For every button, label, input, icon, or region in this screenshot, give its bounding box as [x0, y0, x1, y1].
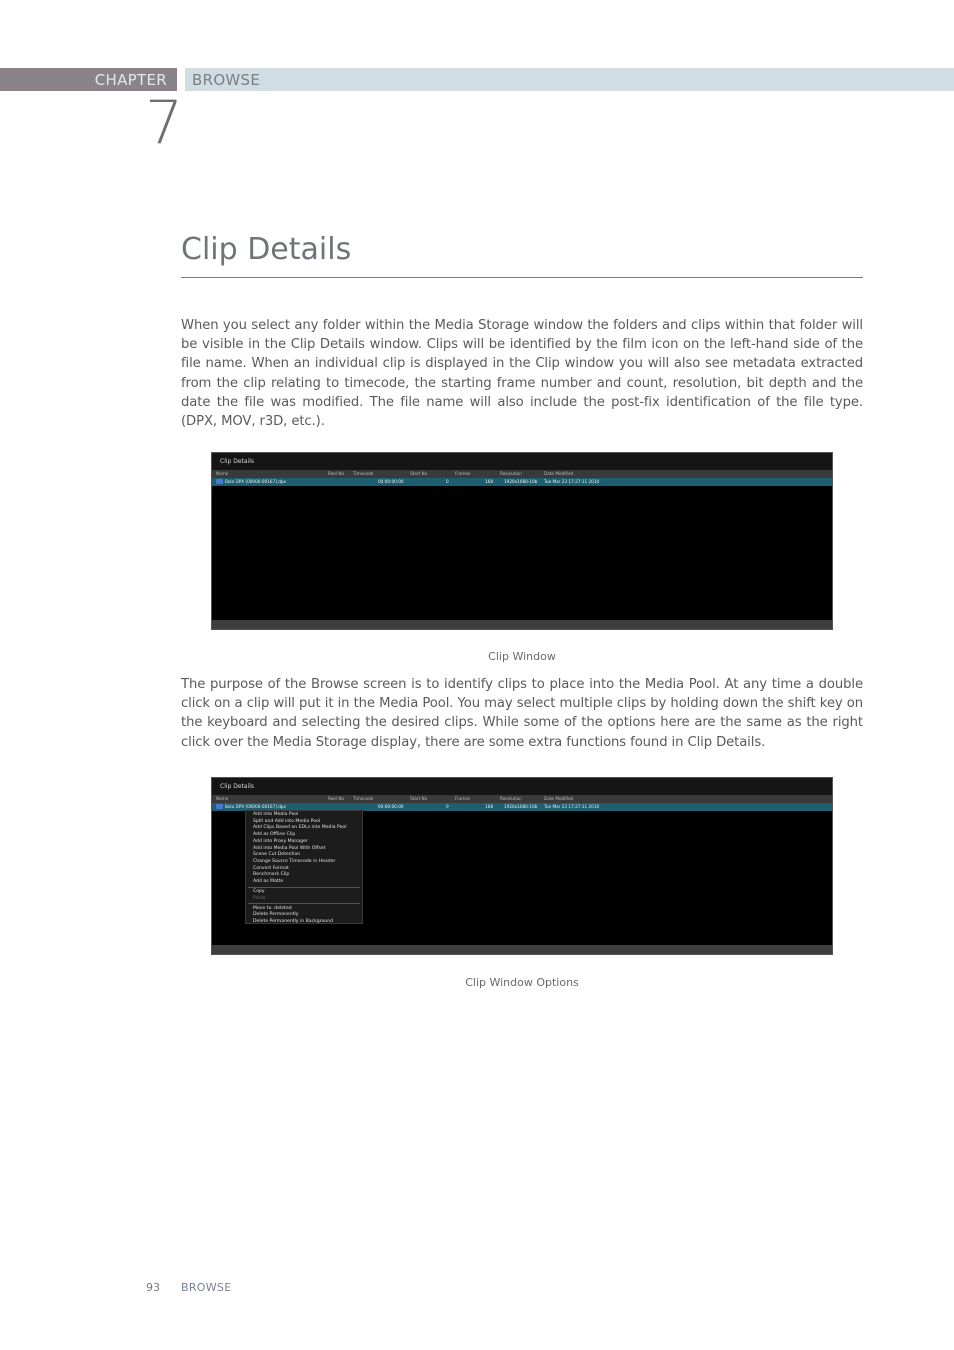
- menu-separator: [248, 887, 360, 888]
- clip-resolution: 1920x1080-10b: [504, 479, 538, 484]
- column-reel: Reel No: [328, 471, 345, 476]
- menu-item-paste: Paste: [253, 895, 266, 901]
- column-frames: Frames: [455, 471, 471, 476]
- context-menu: [245, 810, 363, 924]
- caption-clip-window: Clip Window: [488, 650, 556, 663]
- clip-frames: 168: [485, 479, 493, 484]
- clip-start: 0: [446, 479, 449, 484]
- page-number: 93: [146, 1281, 160, 1294]
- clip-date-modified: Tue Mar 23 17:27:11 2010: [544, 479, 600, 484]
- horizontal-scrollbar: [212, 620, 832, 629]
- clip-resolution: 1920x1080-10b: [504, 804, 538, 809]
- clip-timecode: 00:00:00:00: [378, 804, 404, 809]
- menu-item-split-and-add: Split and Add into Media Pool: [253, 818, 321, 824]
- column-start: Start No: [410, 796, 428, 801]
- column-start: Start No: [410, 471, 428, 476]
- clip-window-title: Clip Details: [220, 458, 255, 465]
- clip-row: [212, 478, 832, 486]
- clip-timecode: 00:00:00:00: [378, 479, 404, 484]
- column-resolution: Resolution: [500, 796, 522, 801]
- clip-window-title-bar: [212, 778, 832, 796]
- menu-item-delete-permanently: Delete Permanently: [253, 912, 299, 918]
- browse-purpose-paragraph: The purpose of the Browse screen is to identify clips to place into the Media Pool. At any time a double click on a clip will put it in the Media Pool. You may select multiple clips by holding down the shift key on the keyboard and selecting the desired clips. While some of the options here are the same as the right click over the Media Storage display, there are some extra functions found in Clip Details.: [181, 677, 863, 750]
- column-name: Name: [216, 796, 229, 801]
- clip-frames: 168: [485, 804, 493, 809]
- intro-paragraph: When you select any folder within the Media Storage window the folders and clips within that folder will be visible in the Clip Details window. Clips will be identified by the film icon on the left-hand side of the file name. When an individual clip is displayed in the Clip window you will also see metadata extracted from the clip relating to timecode, the starting frame number and count, resolution, bit depth and the date the file was modified. The file name will also include the post-fix identification of the file type. (DPX, MOV, r3D, etc.).: [181, 318, 863, 430]
- column-timecode: Timecode: [353, 796, 374, 801]
- column-name: Name: [216, 471, 229, 476]
- column-reel: Reel No: [328, 796, 345, 801]
- film-icon: [216, 479, 223, 484]
- column-date-modified: Date Modified: [544, 471, 574, 476]
- menu-item-copy: Copy: [253, 889, 265, 894]
- chapter-title: BROWSE: [192, 71, 261, 89]
- film-icon: [216, 804, 223, 809]
- menu-item-benchmark-clip: Benchmark Clip: [253, 872, 290, 878]
- chapter-label: CHAPTER: [94, 71, 167, 89]
- menu-item-add-into-media-pool: Add into Media Pool: [253, 812, 299, 817]
- clip-name: Bola DPX [00000-00167].dpx: [225, 479, 286, 484]
- clip-name: Bola DPX [00000-00167].dpx: [225, 804, 286, 809]
- menu-item-add-proxy-manager: Add into Proxy Manager: [253, 838, 308, 844]
- section-heading: Clip Details: [181, 232, 352, 267]
- column-frames: Frames: [455, 796, 471, 801]
- menu-item-move-to-deleted: Move to .deleted: [253, 905, 292, 911]
- menu-item-add-offline-clip: Add as Offline Clip: [253, 832, 296, 838]
- menu-item-scene-cut-detection: Scene Cut Detection: [253, 852, 301, 858]
- column-resolution: Resolution: [500, 471, 522, 476]
- clip-window-title-bar: [212, 453, 832, 471]
- chapter-title-bar: [185, 68, 954, 91]
- menu-item-delete-in-background: Delete Permanently in Background: [253, 918, 334, 924]
- heading-rule: [181, 277, 863, 278]
- clip-window-options-screenshot: [211, 777, 833, 955]
- menu-item-convert-format: Convert Format: [253, 865, 289, 871]
- menu-item-add-as-matte: Add as Matte: [253, 879, 284, 884]
- column-header-row: [212, 470, 832, 478]
- chapter-number: 7: [145, 88, 184, 158]
- menu-item-add-clips-edl: Add Clips Based on EDLs into Media Pool: [253, 825, 347, 831]
- menu-item-add-with-offset: Add into Media Pool With Offset: [253, 845, 326, 851]
- menu-item-change-source-timecode: Change Source Timecode in Header: [253, 858, 336, 864]
- horizontal-scrollbar: [212, 945, 832, 954]
- column-header-row: [212, 795, 832, 803]
- menu-separator: [248, 903, 360, 904]
- column-date-modified: Date Modified: [544, 796, 574, 801]
- footer-chapter-label: BROWSE: [181, 1281, 232, 1294]
- clip-date-modified: Tue Mar 23 17:27:11 2010: [544, 804, 600, 809]
- clip-window-title: Clip Details: [220, 783, 255, 790]
- clip-start: 0: [446, 804, 449, 809]
- column-timecode: Timecode: [353, 471, 374, 476]
- clip-window-screenshot: [211, 452, 833, 630]
- caption-clip-window-options: Clip Window Options: [465, 976, 579, 989]
